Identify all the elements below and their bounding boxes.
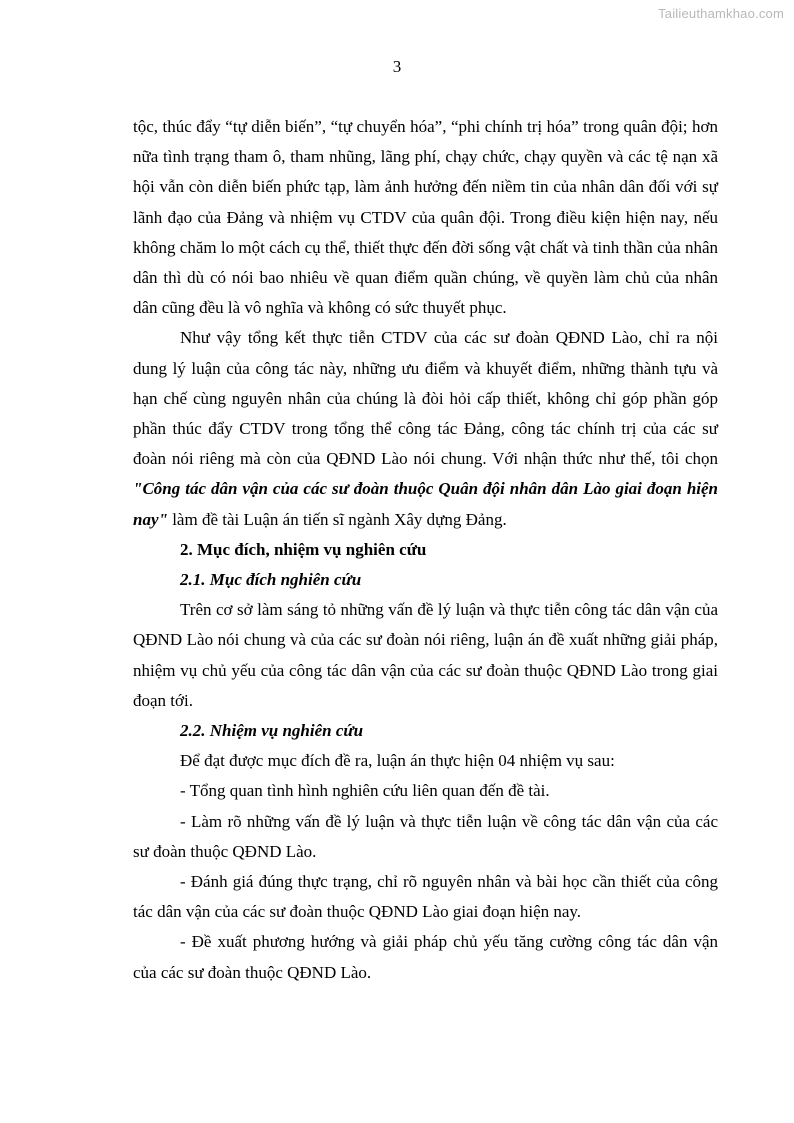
- document-body: [133, 112, 718, 988]
- paragraph-summary: [133, 323, 718, 534]
- task-item-4: - Đề xuất phương hướng và giải pháp chủ yếu tăng cường công tác dân vận của các sư đoàn thuộc QĐND Lào.: [133, 932, 718, 982]
- section-heading-2: 2. Mục đích, nhiệm vụ nghiên cứu: [180, 539, 427, 559]
- task-item-3: - Đánh giá đúng thực trạng, chỉ rõ nguyên nhân và bài học cần thiết của công tác dân vận của các sư đoàn thuộc QĐND Lào giai đoạn hiện nay.: [133, 872, 718, 922]
- subsection-heading-2-1: 2.1. Mục đích nghiên cứu: [180, 570, 362, 590]
- task-item-1: - Tổng quan tình hình nghiên cứu liên quan đến đề tài.: [180, 781, 550, 801]
- page-number: 3: [392, 57, 402, 76]
- subsection-heading-2-2: 2.2. Nhiệm vụ nghiên cứu: [180, 721, 364, 741]
- thesis-title: "Công tác dân vận của các sư đoàn thuộc Quân đội nhân dân Lào giai đoạn hiện nay": [133, 479, 718, 529]
- paragraph-continuation: tộc, thúc đẩy “tự diễn biến”, “tự chuyển hóa”, “phi chính trị hóa” trong quân đội; hơn nữa tình trạng tham ô, tham nhũng, lãng phí, chạy chức, chạy quyền và các tệ nạn xã hội vẫn còn diễn biến phức tạp, làm ảnh hưởng đến niềm tin của nhân dân đối với sự lãnh đạo của Đảng và nhiệm vụ CTDV của quân đội. Trong điều kiện hiện nay, nếu không chăm lo một cách cụ thể, thiết thực đến đời sống vật chất và tinh thần của nhân dân thì dù có nói bao nhiêu về quan điểm quần chúng, về quyền làm chủ của nhân dân cũng đều là vô nghĩa và không có sức thuyết phục.: [133, 117, 718, 318]
- paragraph-tasks-intro: Để đạt được mục đích đề ra, luận án thực hiện 04 nhiệm vụ sau:: [180, 751, 615, 771]
- paragraph-summary-text: Như vậy tổng kết thực tiễn CTDV của các sư đoàn QĐND Lào, chỉ ra nội dung lý luận của công tác này, những ưu điểm và khuyết điểm, những thành tựu và hạn chế cùng nguyên nhân của chúng là đòi hỏi cấp thiết, không chỉ góp phần góp phần thúc đẩy CTDV trong tổng thể công tác Đảng, công tác chính trị của các sư đoàn nói riêng mà còn của QĐND Lào nói chung. Với nhận thức như thế, tôi chọn: [133, 328, 718, 469]
- task-item-2: - Làm rõ những vấn đề lý luận và thực tiễn luận về công tác dân vận của các sư đoàn thuộc QĐND Lào.: [133, 811, 718, 861]
- paragraph-summary-end: làm đề tài Luận án tiến sĩ ngành Xây dựng Đảng.: [167, 509, 507, 529]
- watermark: Tailieuthamkhao.com: [658, 6, 784, 21]
- paragraph-purpose: Trên cơ sở làm sáng tỏ những vấn đề lý luận và thực tiễn công tác dân vận của QĐND Lào nói chung và của các sư đoàn nói riêng, luận án đề xuất những giải pháp, nhiệm vụ chủ yếu của công tác dân vận của các sư đoàn thuộc QĐND Lào trong giai đoạn tới.: [133, 600, 718, 710]
